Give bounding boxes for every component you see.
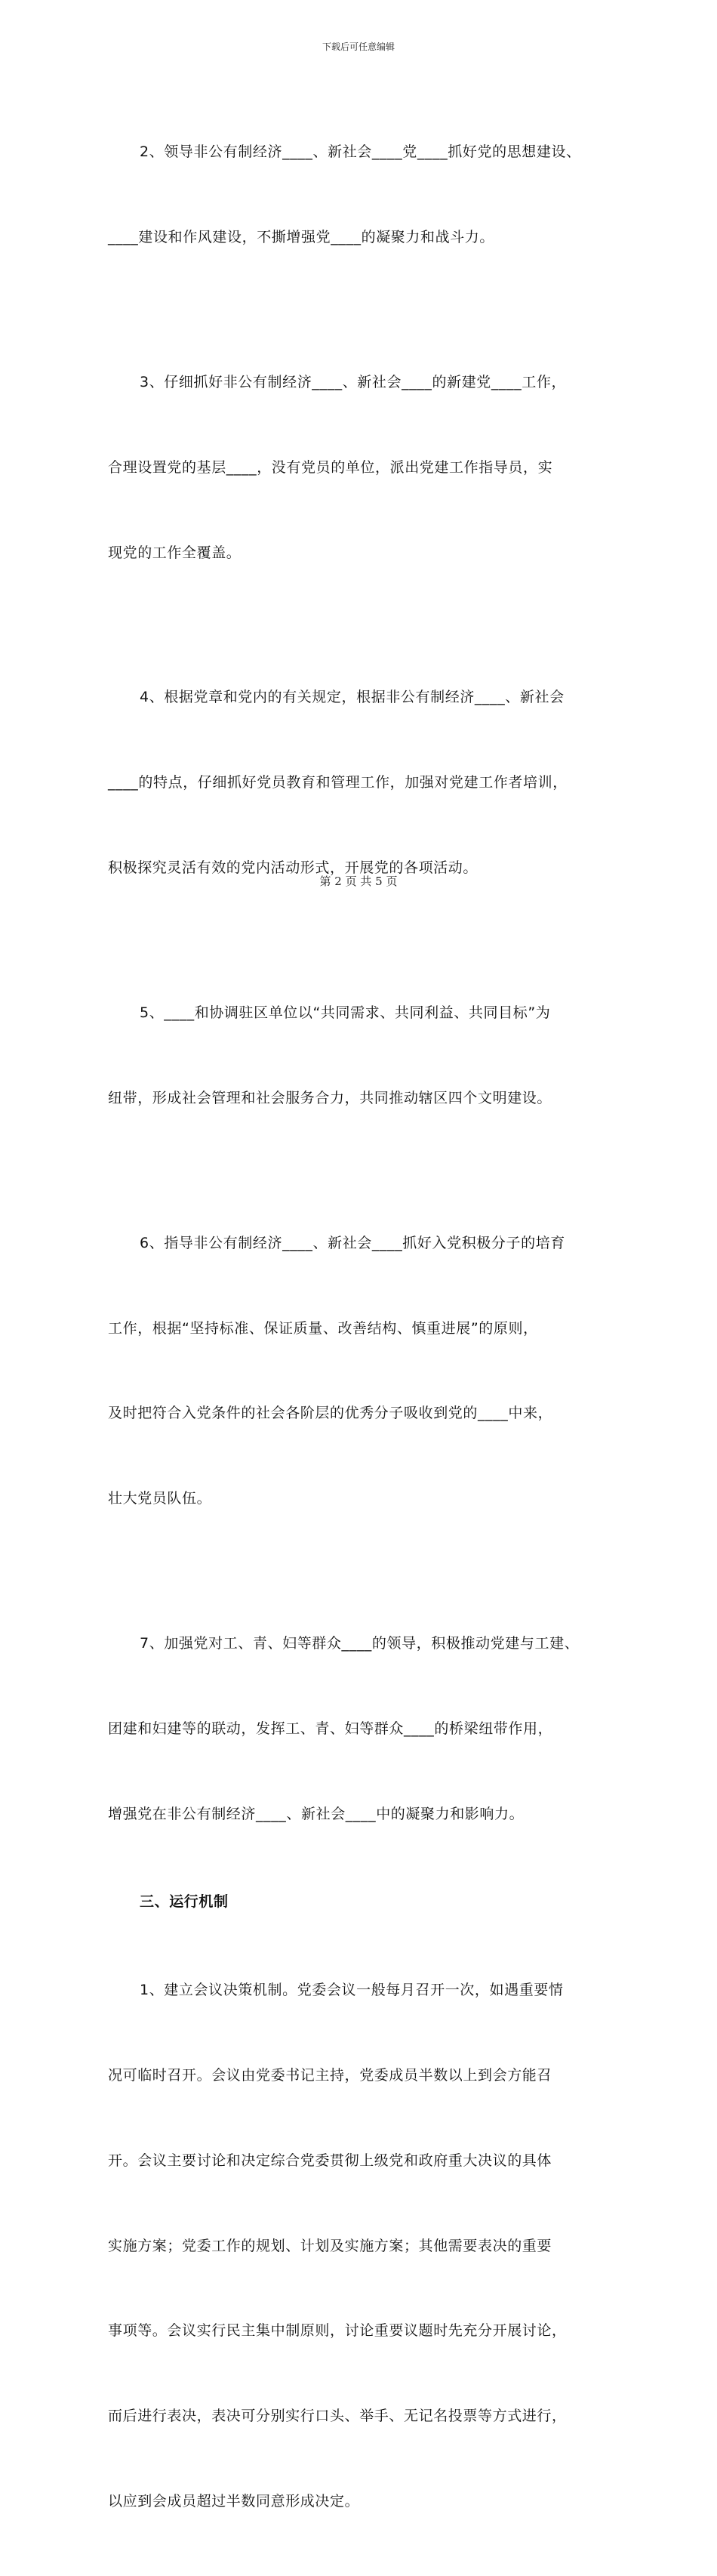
text-line: ____建设和作风建设，不撕增强党____的凝聚力和战斗力。 <box>108 228 495 245</box>
text-line: 实施方案；党委工作的规划、计划及实施方案；其他需要表决的重要 <box>108 2237 552 2254</box>
text-line: 7、加强党对工、青、妇等群众____的领导，积极推动党建与工建、 <box>140 1635 580 1652</box>
text-line: 况可临时召开。会议由党委书记主持，党委成员半数以上到会方能召 <box>108 2066 552 2084</box>
text-line: 纽带，形成社会管理和社会服务合力，共同推动辖区四个文明建设。 <box>108 1089 552 1106</box>
text-line: 现党的工作全覆盖。 <box>108 544 242 561</box>
text-line: 团建和妇建等的联动，发挥工、青、妇等群众____的桥梁纽带作用， <box>108 1720 553 1737</box>
section-heading: 三、运行机制 <box>140 1893 229 1911</box>
paragraph-item-5 <box>108 942 629 1170</box>
text-line: 及时把符合入党条件的社会各阶层的优秀分子吸收到党的____中来， <box>108 1405 553 1422</box>
text-line: 合理设置党的基层____，没有党员的单位，派出党建工作指导员，实 <box>108 458 553 476</box>
text-line: 工作，根据“坚持标准、保证质量、改善结构、慎重进展”的原则， <box>108 1319 538 1337</box>
page-footer: 第 2 页 共 5 页 <box>319 875 398 888</box>
text-line: 以应到会成员超过半数同意形成决定。 <box>108 2492 360 2510</box>
header-note: 下载后可任意编辑 <box>322 42 395 52</box>
document-body <box>108 82 629 2576</box>
text-line: 积极探究灵活有效的党内活动形式，开展党的各项活动。 <box>108 859 479 877</box>
text-line: 而后进行表决，表决可分别实行口头、举手、无记名投票等方式进行， <box>108 2408 567 2425</box>
text-line: 5、____和协调驻区单位以“共同需求、共同利益、共同目标”为 <box>140 1004 551 1021</box>
text-line: 增强党在非公有制经济____、新社会____中的凝聚力和影响力。 <box>108 1805 525 1822</box>
paragraph-mechanism-1 <box>108 1920 629 2573</box>
paragraph-item-6 <box>108 1173 629 1570</box>
text-line: ____的特点，仔细抓好党员教育和管理工作，加强对党建工作者培训， <box>108 774 568 791</box>
text-line: 壮大党员队伍。 <box>108 1490 212 1507</box>
text-line: 开。会议主要讨论和决定综合党委贯彻上级党和政府重大决议的具体 <box>108 2152 552 2169</box>
paragraph-item-2 <box>108 82 629 309</box>
text-line: 2、领导非公有制经济____、新社会____党____抓好党的思想建设、 <box>140 143 581 161</box>
paragraph-item-7 <box>108 1573 629 1886</box>
text-line: 1、建立会议决策机制。党委会议一般每月召开一次，如遇重要情 <box>140 1982 564 1999</box>
paragraph-item-3 <box>108 312 629 625</box>
text-line: 6、指导非公有制经济____、新社会____抓好入党积极分子的培育 <box>140 1234 565 1251</box>
paragraph-item-4 <box>108 627 629 939</box>
text-line: 4、根据党章和党内的有关规定，根据非公有制经济____、新社会 <box>140 689 565 706</box>
text-line: 3、仔细抓好非公有制经济____、新社会____的新建党____工作， <box>140 373 567 390</box>
text-line: 事项等。会议实行民主集中制原则，讨论重要议题时先充分开展讨论， <box>108 2322 567 2340</box>
